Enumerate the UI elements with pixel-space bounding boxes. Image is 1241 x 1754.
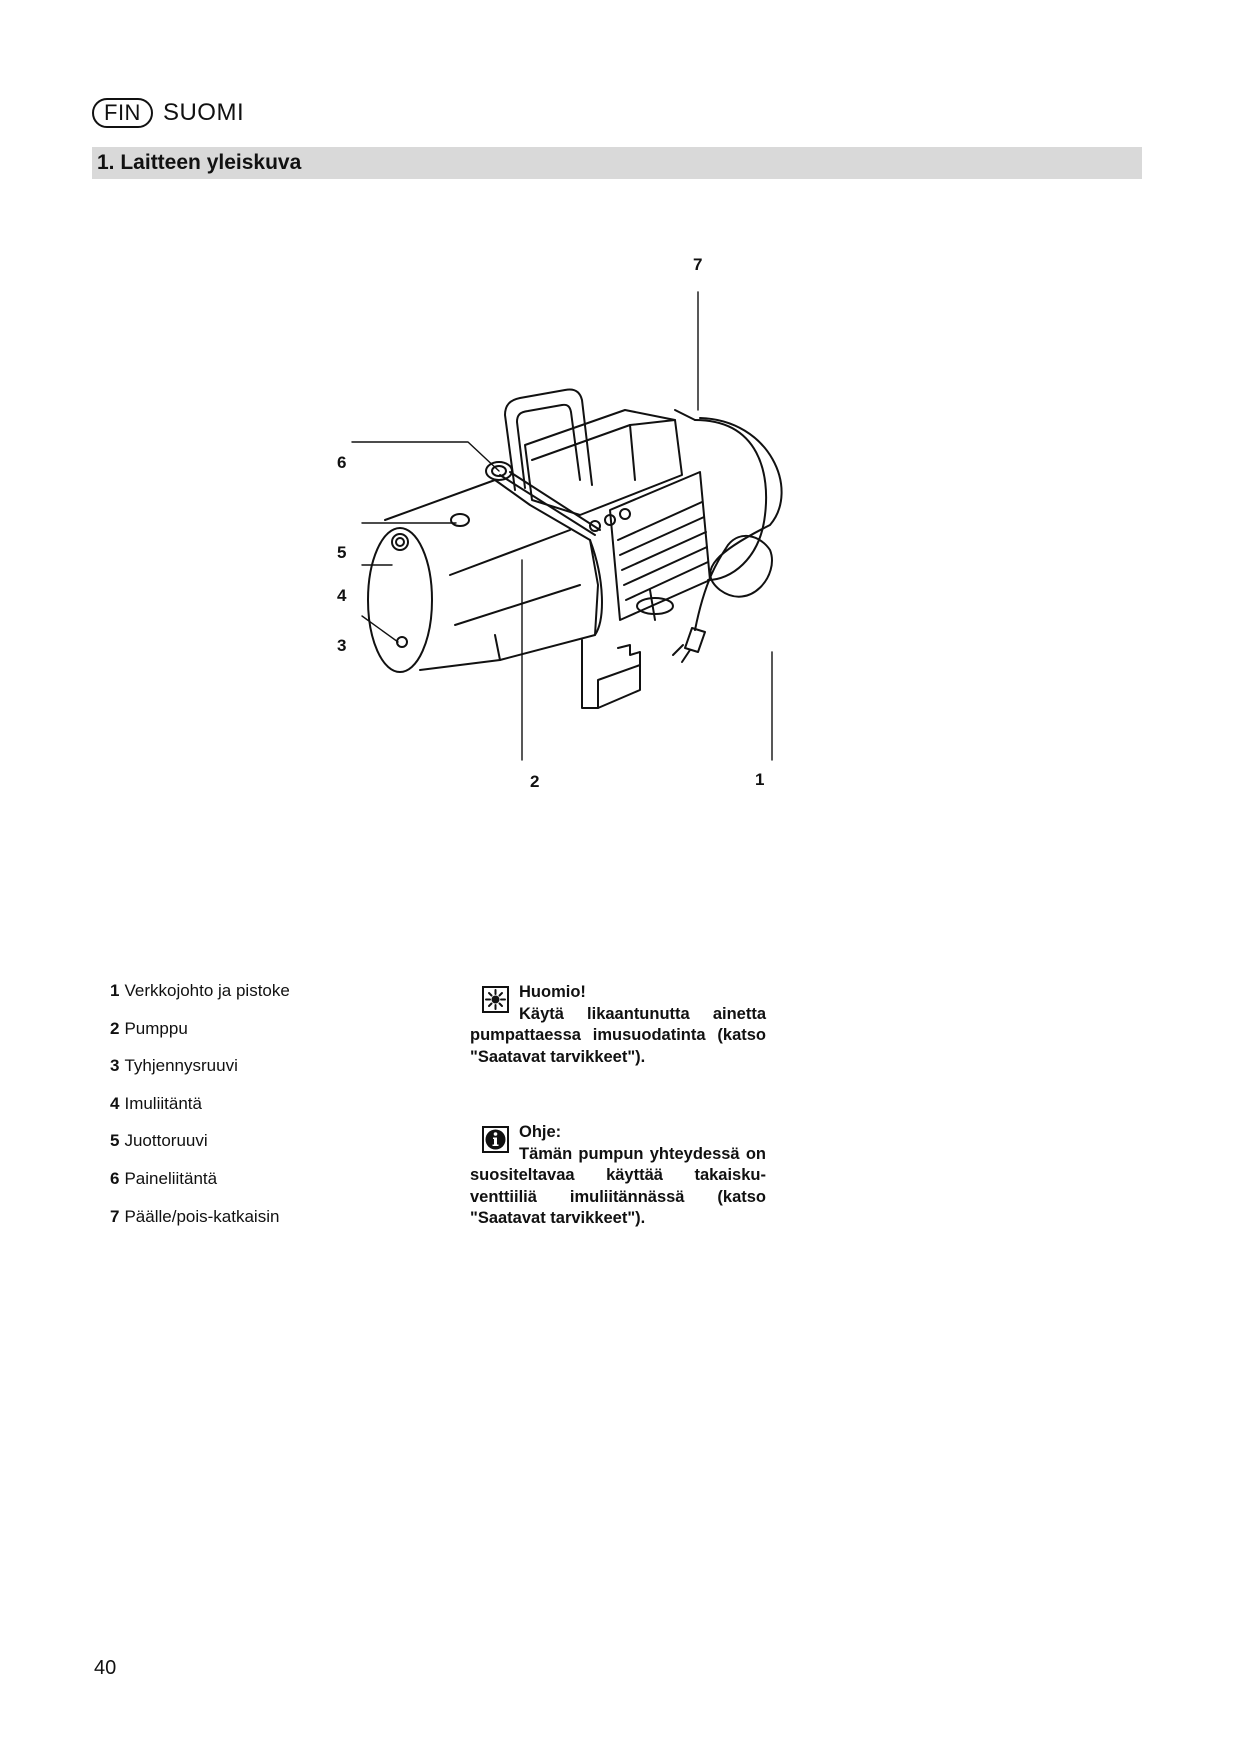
section-title: 1. Laitteen yleiskuva [97, 151, 302, 174]
language-header [92, 98, 244, 128]
callout-6: 6 [337, 453, 347, 472]
legend-item [110, 1169, 450, 1207]
callout-3: 3 [337, 636, 347, 655]
warning-title: Huomio! [519, 983, 586, 1001]
info-text: Tämän pumpun yhteydessä on suositeltavaa käyttää takaisku-venttiiliä imuliitännässä (katso "Saatavat tarvikkeet"). [470, 1144, 766, 1228]
warning-note [470, 982, 766, 1068]
legend-number: 7 [110, 1206, 120, 1226]
callout-7: 7 [693, 255, 703, 274]
callout-5: 5 [337, 543, 347, 562]
warning-text: Käytä likaantunutta ainetta pumpattaessa imusuodatinta (katso "Saatavat tarvikkeet"). [470, 1004, 766, 1066]
legend-item [110, 1094, 450, 1132]
legend-item [110, 1131, 450, 1169]
warning-sun-icon [482, 986, 509, 1013]
info-note [470, 1122, 766, 1230]
section-heading-bar [92, 147, 1142, 179]
legend-label: Päälle/pois-katkaisin [124, 1206, 280, 1226]
page-number: 40 [94, 1657, 117, 1679]
legend-item [110, 1207, 450, 1245]
legend-item [110, 1019, 450, 1057]
legend-item [110, 1056, 450, 1094]
callout-4: 4 [337, 586, 347, 605]
legend-label: Imuliitäntä [124, 1093, 202, 1113]
legend-number: 3 [110, 1056, 120, 1076]
legend-number: 1 [110, 981, 120, 1000]
pump-illustration [300, 240, 860, 810]
pump-drawing [300, 240, 860, 810]
legend-label: Tyhjennysruuvi [124, 1056, 238, 1076]
legend-label: Paineliitäntä [124, 1168, 218, 1188]
info-title: Ohje: [519, 1123, 562, 1141]
legend-label: Pumppu [124, 1018, 188, 1038]
info-icon [482, 1126, 509, 1153]
legend-label: Juottoruuvi [124, 1131, 208, 1151]
legend-item [110, 981, 450, 1019]
legend-number: 6 [110, 1168, 120, 1188]
callout-1: 1 [755, 770, 765, 789]
legend-number: 4 [110, 1093, 120, 1113]
legend-number: 2 [110, 1018, 120, 1038]
parts-legend [110, 981, 450, 1244]
language-code-badge: FIN [92, 98, 153, 128]
legend-label: Verkkojohto ja pistoke [124, 981, 290, 1000]
callout-2: 2 [530, 772, 540, 791]
legend-number: 5 [110, 1131, 120, 1151]
language-name: SUOMI [162, 99, 245, 126]
